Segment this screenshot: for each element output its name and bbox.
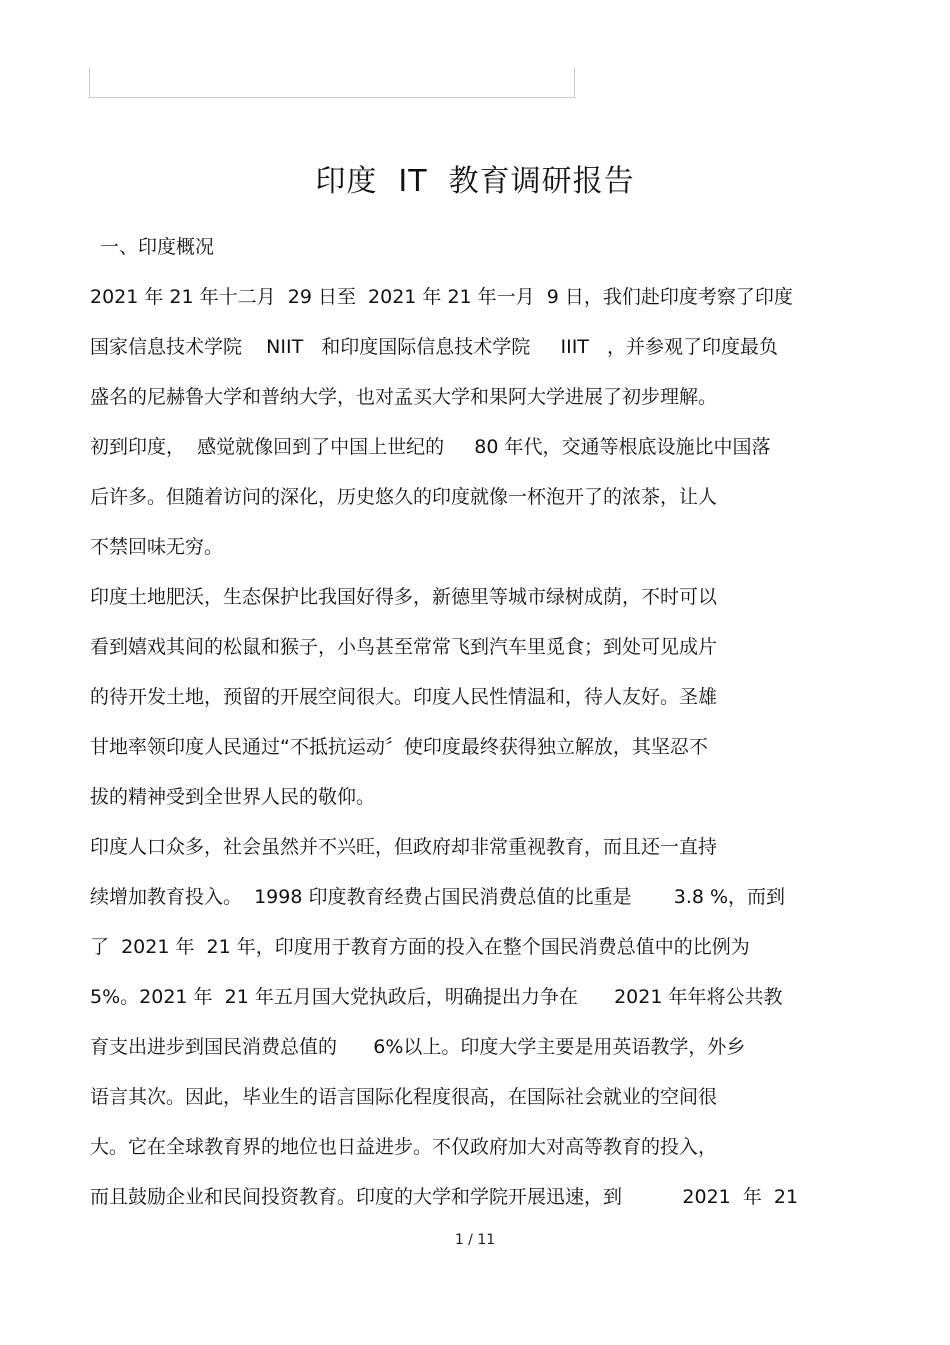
body-line: 印度人口众多，社会虽然并不兴旺，但政府却非常重视教育，而且还一直持 — [90, 836, 718, 858]
body-line: 续增加教育投入。 1998 印度教育经费占国民消费总值的比重是 3.8 %，而到 — [90, 886, 786, 908]
body-line: 了 2021 年 21 年，印度用于教育方面的投入在整个国民消费总值中的比例为 — [90, 936, 750, 958]
body-line: 初到印度， 感觉就像回到了中国上世纪的 80 年代，交通等根底设施比中国落 — [90, 436, 771, 458]
body-line: 甘地率领印度人民通过“不抵抗运动〞使印度最终获得独立解放，其坚忍不 — [90, 736, 708, 758]
body-line: 拔的精神受到全世界人民的敬仰。 — [90, 786, 376, 808]
body-line: 的待开发土地，预留的开展空间很大。印度人民性情温和，待人友好。圣雄 — [90, 686, 718, 708]
body-line: 看到嬉戏其间的松鼠和猴子，小鸟甚至常常飞到汽车里觅食；到处可见成片 — [90, 636, 718, 658]
body-line: 盛名的尼赫鲁大学和普纳大学，也对孟买大学和果阿大学进展了初步理解。 — [90, 386, 718, 408]
body-line: 后许多。但随着访问的深化，历史悠久的印度就像一杯泡开了的浓茶，让人 — [90, 486, 718, 508]
body-line: 印度土地肥沃，生态保护比我国好得多，新德里等城市绿树成荫，不时可以 — [90, 586, 718, 608]
section-heading: 一、印度概况 — [100, 236, 215, 258]
document-title: 印度 IT 教育调研报告 — [315, 164, 635, 199]
body-line: 语言其次。因此，毕业生的语言国际化程度很高，在国际社会就业的空间很 — [90, 1086, 718, 1108]
body-line: 国家信息技术学院 NIIT 和印度国际信息技术学院 IIIT ，并参观了印度最负 — [90, 336, 779, 358]
body-line: 而且鼓励企业和民间投资教育。印度的大学和学院开展迅速，到 2021 年 21 — [90, 1186, 799, 1208]
page-indicator: 1 / 11 — [454, 1232, 496, 1248]
body-line: 5%。2021 年 21 年五月国大党执政后，明确提出力争在 2021 年年将公共教 — [90, 986, 783, 1008]
body-line: 2021 年 21 年十二月 29 日至 2021 年 21 年一月 9 日，我们赴印度考察了印度 — [90, 286, 793, 308]
header-frame — [89, 68, 575, 98]
body-line: 育支出进步到国民消费总值的 6%以上。印度大学主要是用英语教学，外乡 — [90, 1036, 746, 1058]
body-line: 大。它在全球教育界的地位也日益进步。不仅政府加大对高等教育的投入， — [90, 1136, 718, 1158]
body-line: 不禁回味无穷。 — [90, 536, 224, 558]
